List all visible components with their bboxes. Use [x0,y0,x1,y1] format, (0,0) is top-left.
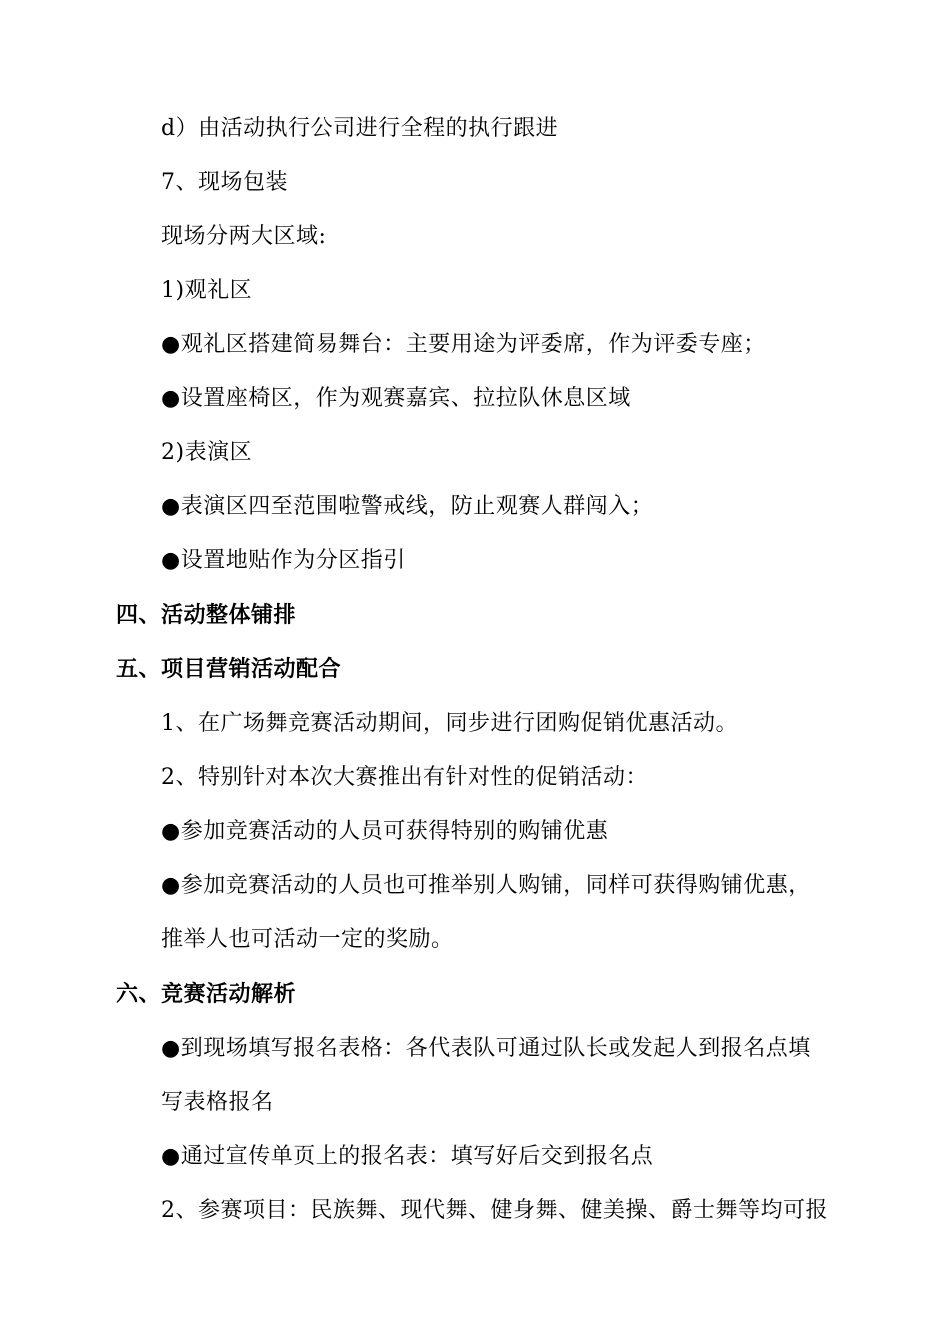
paragraph-referral-continued: 推举人也可活动一定的奖励。 [161,927,454,952]
section-heading-marketing: 五、项目营销活动配合 [116,657,342,682]
bullet-item-flyer-registration: ●通过宣传单页上的报名表：填写好后交到报名点 [161,1144,654,1169]
bullet-item-referral: ●参加竞赛活动的人员也可推举别人购铺，同样可获得购铺优惠， [161,873,811,898]
paragraph-execution-followup: d）由活动执行公司进行全程的执行跟进 [161,116,559,141]
section-heading-schedule: 四、活动整体铺排 [116,603,297,628]
paragraph-group-buy: 1、在广场舞竞赛活动期间，同步进行团购促销优惠活动。 [161,711,738,736]
bullet-item-participant-discount: ●参加竞赛活动的人员可获得特别的购铺优惠 [161,819,609,844]
paragraph-competition-items: 2、参赛项目：民族舞、现代舞、健身舞、健美操、爵士舞等均可报 [161,1198,828,1223]
list-item-performance-area: 2)表演区 [161,440,253,465]
bullet-item-floor-stickers: ●设置地贴作为分区指引 [161,548,406,573]
list-item-viewing-area: 1)观礼区 [161,278,253,303]
section-heading-competition: 六、竞赛活动解析 [116,982,297,1007]
paragraph-registration-continued: 写表格报名 [161,1090,274,1115]
bullet-item-stage: ●观礼区搭建简易舞台：主要用途为评委席，作为评委专座； [161,332,766,357]
paragraph-site-areas: 现场分两大区域: [161,224,327,249]
subsection-site-decoration: 7、现场包装 [161,170,288,195]
bullet-item-onsite-registration: ●到现场填写报名表格：各代表队可通过队长或发起人到报名点填 [161,1036,811,1061]
paragraph-targeted-promotion: 2、特别针对本次大赛推出有针对性的促销活动： [161,765,648,790]
bullet-item-cordon: ●表演区四至范围啦警戒线，防止观赛人群闯入； [161,494,654,519]
bullet-item-seating: ●设置座椅区，作为观赛嘉宾、拉拉队休息区域 [161,386,631,411]
